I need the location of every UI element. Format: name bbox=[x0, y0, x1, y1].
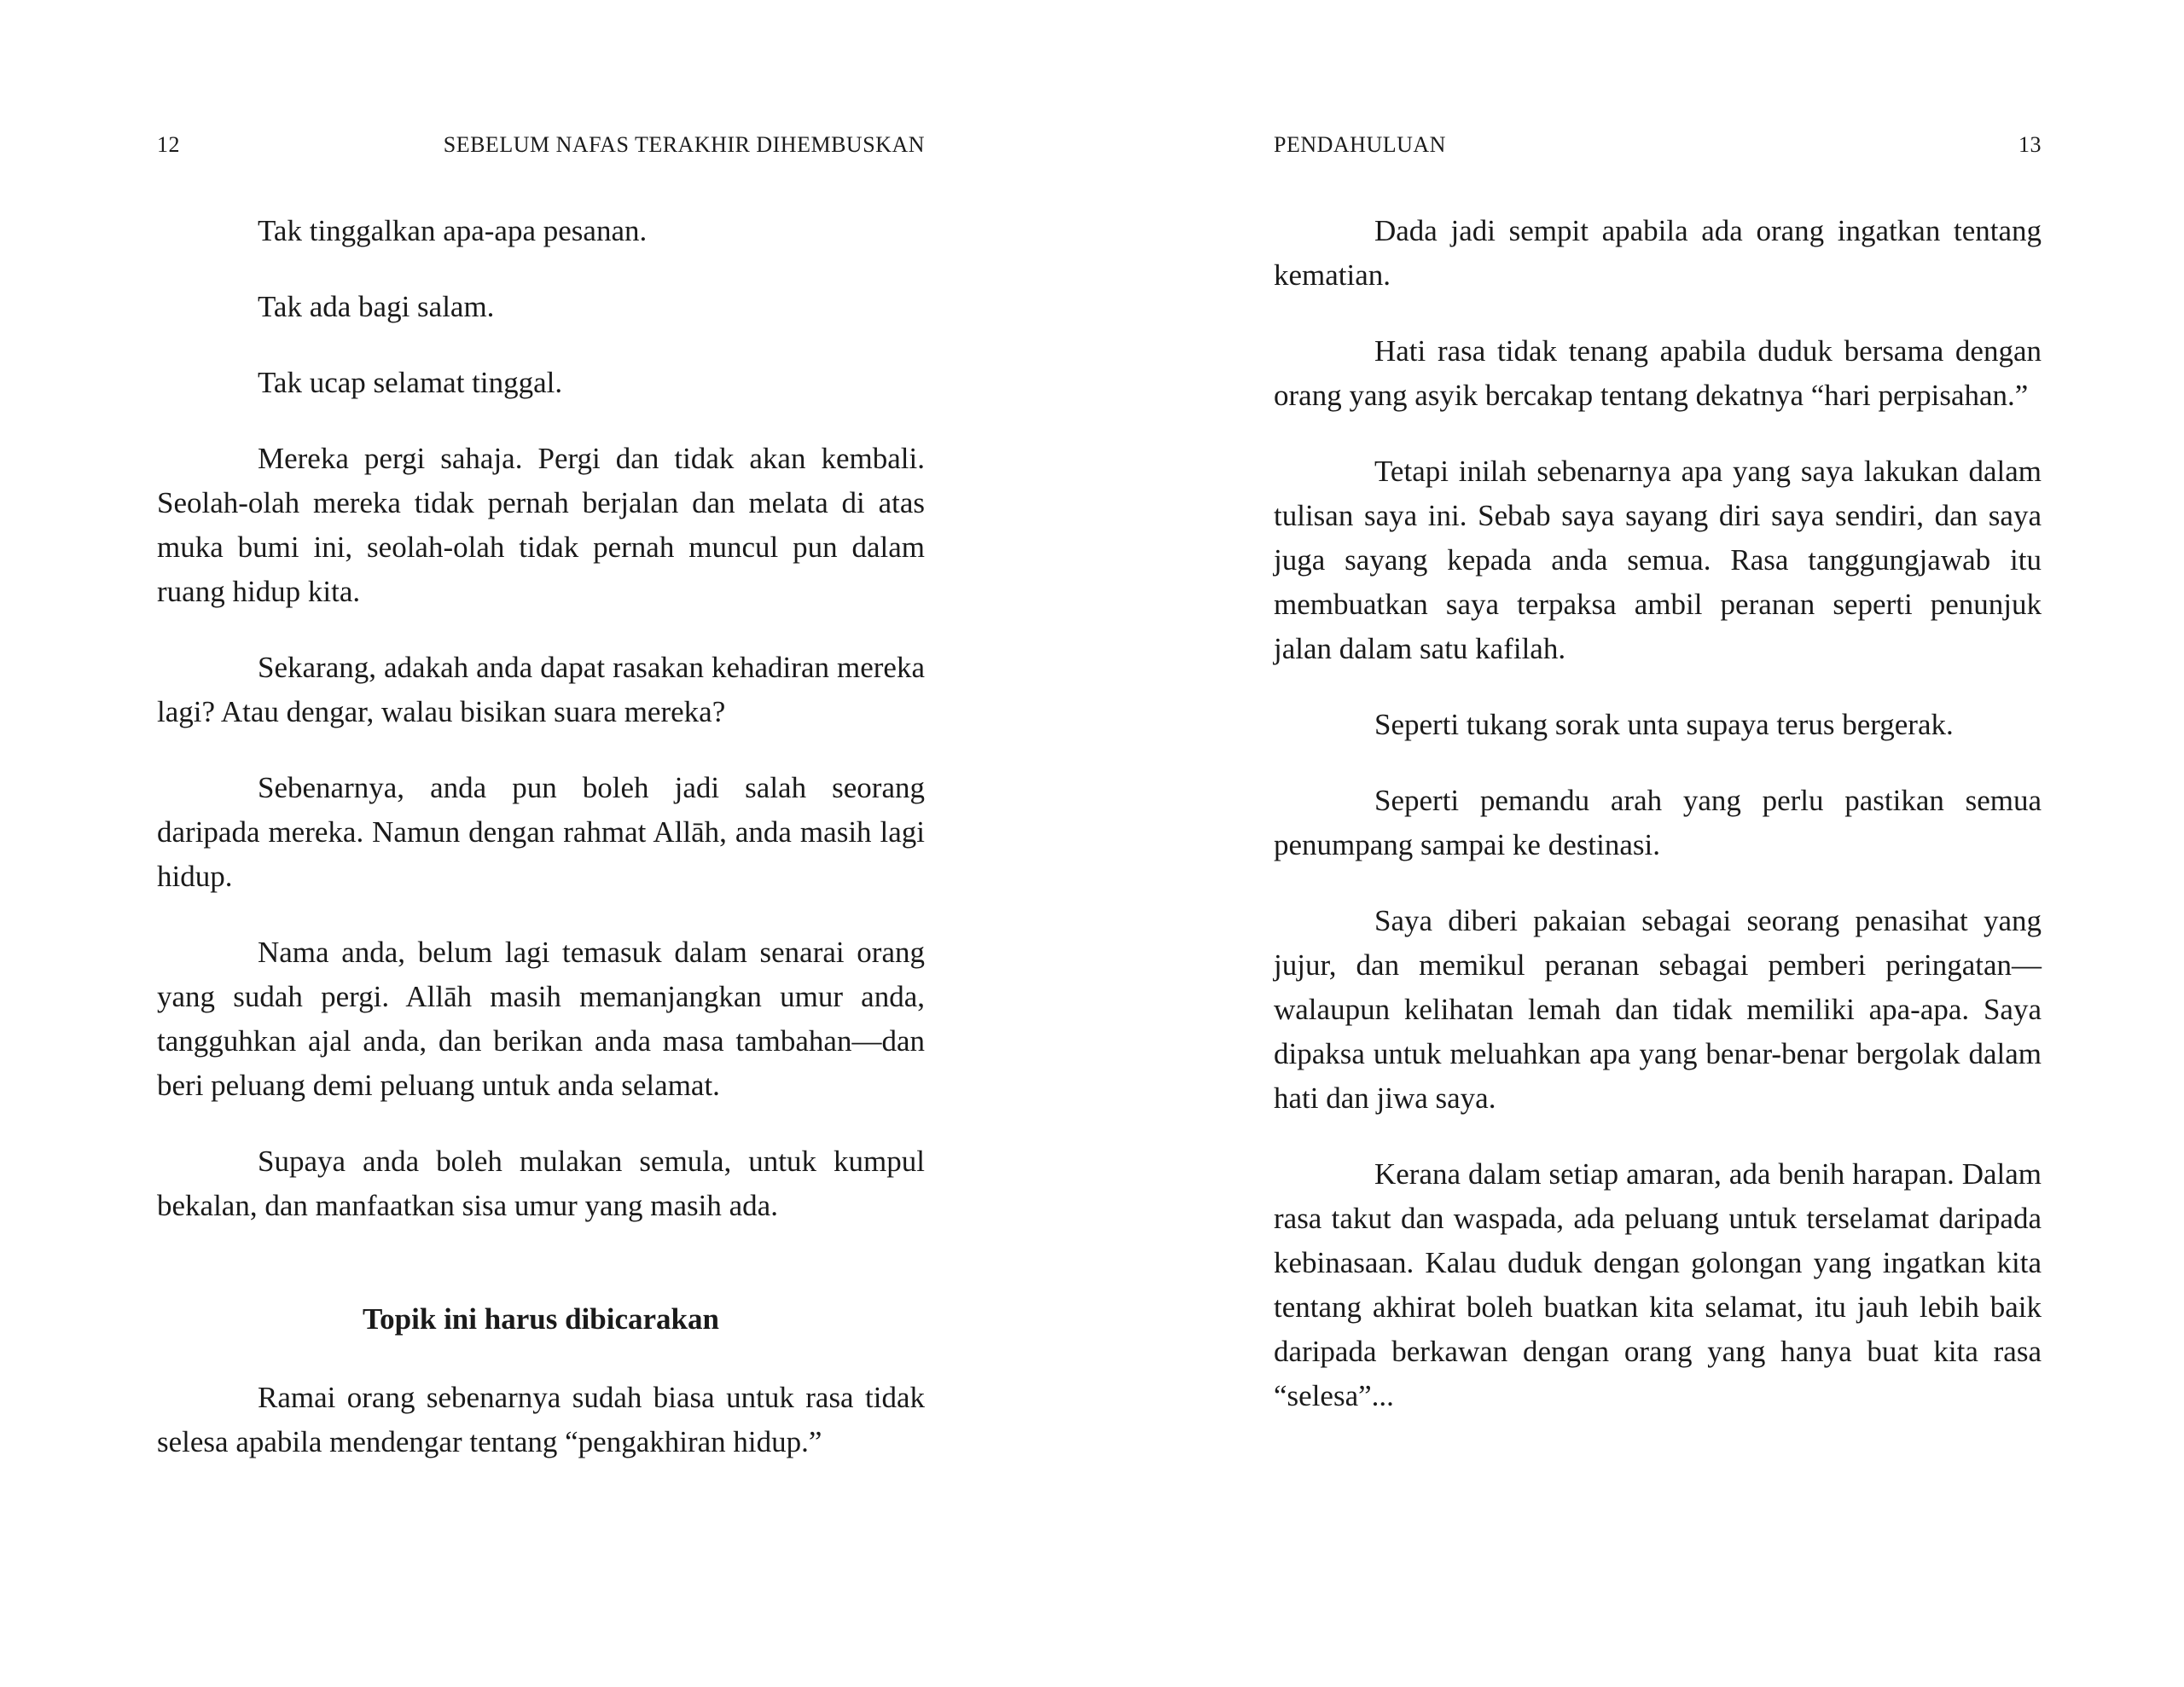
page-number: 12 bbox=[157, 132, 180, 157]
page-number: 13 bbox=[2018, 132, 2042, 157]
running-title: PENDAHULUAN bbox=[1274, 132, 1446, 157]
paragraph: Saya diberi pakaian sebagai seorang penasihat yang jujur, dan memikul peranan sebagai pemberi peringatan—walaupun kelihatan lemah dan tidak memiliki apa-apa. Saya dipaksa untuk meluahkan apa yang benar-benar bergolak dalam hati dan jiwa saya. bbox=[1274, 904, 2042, 1115]
paragraph: Tak tinggalkan apa-apa pesanan. bbox=[258, 214, 648, 247]
left-page bbox=[157, 0, 925, 1687]
paragraph: Tak ada bagi salam. bbox=[258, 290, 495, 323]
paragraph: Sekarang, adakah anda dapat rasakan kehadiran mereka lagi? Atau dengar, walau bisikan suara mereka? bbox=[157, 651, 925, 728]
paragraph: Tak ucap selamat tinggal. bbox=[258, 366, 563, 399]
paragraph: Supaya anda boleh mulakan semula, untuk kumpul bekalan, dan manfaatkan sisa umur yang masih ada. bbox=[157, 1145, 925, 1222]
right-page bbox=[1274, 0, 2042, 1687]
running-header bbox=[157, 128, 925, 162]
body-text bbox=[157, 209, 925, 1496]
section-heading: Topik ini harus dibicarakan bbox=[363, 1302, 719, 1336]
running-title: SEBELUM NAFAS TERAKHIR DIHEMBUSKAN bbox=[443, 132, 925, 157]
paragraph: Hati rasa tidak tenang apabila duduk bersama dengan orang yang asyik bercakap tentang dekatnya “hari perpisahan.” bbox=[1274, 334, 2042, 412]
paragraph: Seperti pemandu arah yang perlu pastikan semua penumpang sampai ke destinasi. bbox=[1274, 784, 2042, 861]
body-text bbox=[1274, 209, 2042, 1450]
paragraph: Seperti tukang sorak unta supaya terus bergerak. bbox=[1374, 708, 1954, 741]
paragraph: Nama anda, belum lagi temasuk dalam senarai orang yang sudah pergi. Allāh masih memanjangkan umur anda, tangguhkan ajal anda, dan berikan anda masa tambahan—dan beri peluang demi peluang untuk anda selamat. bbox=[157, 936, 925, 1102]
paragraph: Sebenarnya, anda pun boleh jadi salah seorang daripada mereka. Namun dengan rahmat Allāh, anda masih lagi hidup. bbox=[157, 771, 925, 893]
paragraph: Mereka pergi sahaja. Pergi dan tidak akan kembali. Seolah-olah mereka tidak pernah berjalan dan melata di atas muka bumi ini, seolah-olah tidak pernah muncul pun dalam ruang hidup kita. bbox=[157, 442, 925, 608]
paragraph: Dada jadi sempit apabila ada orang ingatkan tentang kematian. bbox=[1274, 214, 2042, 292]
paragraph: Kerana dalam setiap amaran, ada benih harapan. Dalam rasa takut dan waspada, ada peluang untuk terselamat daripada kebinasaan. Kalau duduk dengan golongan yang ingatkan kita tentang akhirat boleh buatkan kita selamat, itu jauh lebih baik daripada berkawan dengan orang yang hanya buat kita rasa “selesa”... bbox=[1274, 1157, 2042, 1412]
paragraph: Tetapi inilah sebenarnya apa yang saya lakukan dalam tulisan saya ini. Sebab saya sayang diri saya sendiri, dan saya juga sayang kepada anda semua. Rasa tanggungjawab itu membuatkan saya terpaksa ambil peranan seperti penunjuk jalan dalam satu kafilah. bbox=[1274, 455, 2042, 665]
running-header bbox=[1274, 128, 2042, 162]
paragraph: Ramai orang sebenarnya sudah biasa untuk rasa tidak selesa apabila mendengar tentang “pengakhiran hidup.” bbox=[157, 1381, 925, 1458]
